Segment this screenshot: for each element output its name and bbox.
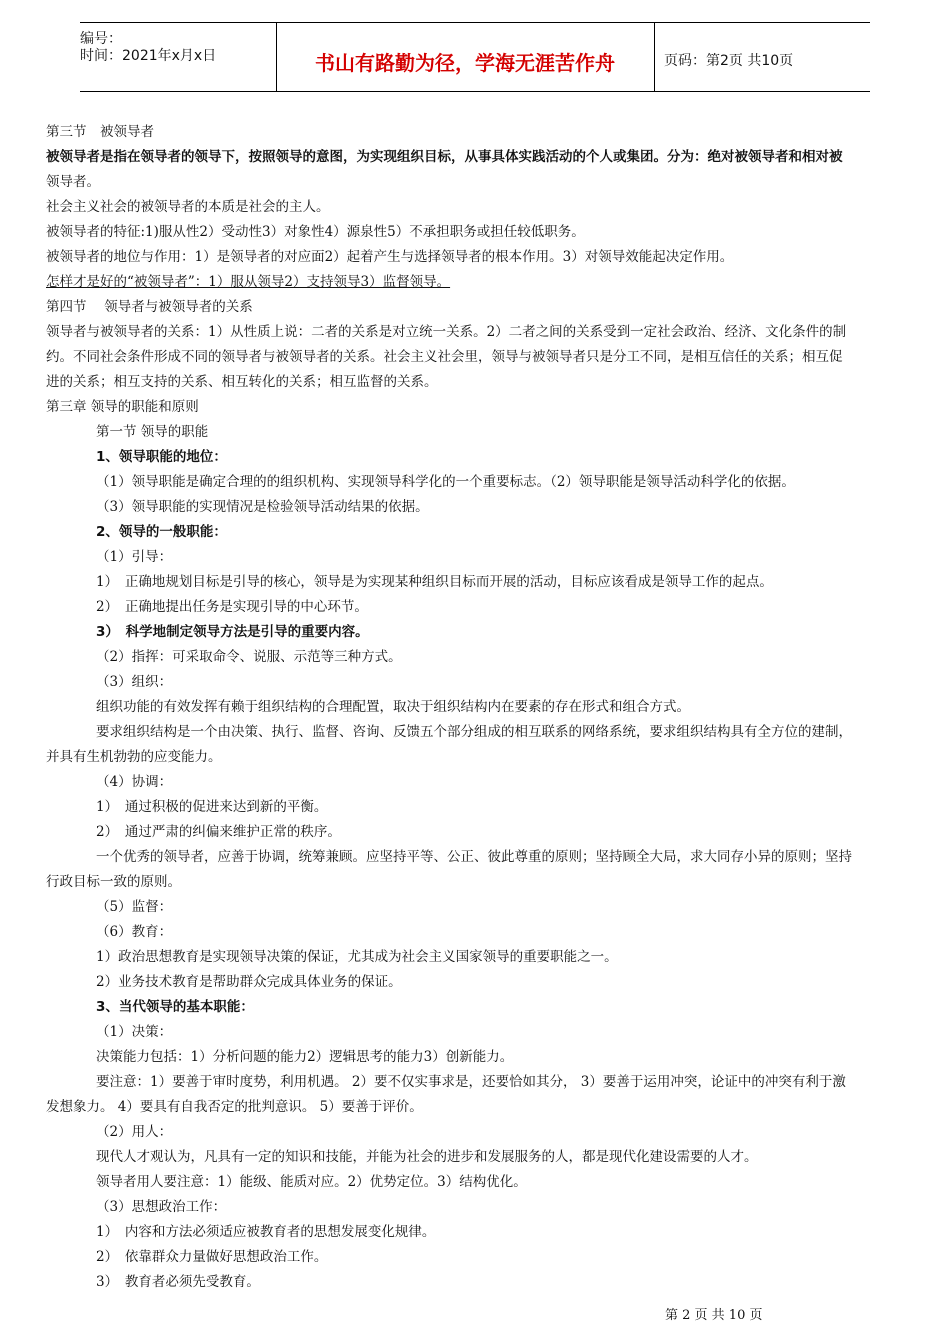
list-item: 1） 正确地规划目标是引导的核心，领导是为实现某种组织目标而开展的活动，目标应该看成是领导工作的起点。 [96, 574, 773, 590]
subsection-heading: 1、领导职能的地位： [96, 449, 227, 465]
paragraph-line: 行政目标一致的原则。 [46, 874, 181, 890]
list-item: 1） 通过积极的促进来达到新的平衡。 [96, 799, 328, 815]
document-time-label: 时间：2021年x月x日 [80, 48, 217, 64]
page-footer: 第 2 页 共 10 页 [665, 1308, 763, 1323]
header-page-cell [654, 23, 870, 91]
paragraph-line: 决策能力包括：1）分析问题的能力2）逻辑思考的能力3）创新能力。 [96, 1049, 514, 1065]
list-item: （2）用人： [96, 1124, 173, 1140]
subsection-heading: 3、当代领导的基本职能： [96, 999, 254, 1015]
paragraph-line: 发想象力。 4）要具有自我否定的批判意识。 5）要善于评价。 [46, 1099, 423, 1115]
header-motto-cell [276, 23, 655, 91]
paragraph-line: 领导者。 [46, 174, 100, 190]
list-item: 2） 通过严肃的纠偏来维护正常的秩序。 [96, 824, 341, 840]
paragraph-line: 社会主义社会的被领导者的本质是社会的主人。 [46, 199, 330, 215]
list-item: （3）组织： [96, 674, 173, 690]
list-item: （6）教育： [96, 924, 173, 940]
list-item: （1）决策： [96, 1024, 173, 1040]
list-item: 2）业务技术教育是帮助群众完成具体业务的保证。 [96, 974, 402, 990]
list-item: （4）协调： [96, 774, 173, 790]
list-item: （3）思想政治工作： [96, 1199, 227, 1215]
paragraph-line: 领导者与被领导者的关系：1）从性质上说：二者的关系是对立统一关系。2）二者之间的关系受到一定社会政治、经济、文化条件的制 [46, 324, 847, 340]
paragraph-line: 约。不同社会条件形成不同的领导者与被领导者的关系。社会主义社会里，领导与被领导者只是分工不同，是相互信任的关系；相互促 [46, 349, 843, 365]
header-page-label: 页码：第2页 共10页 [664, 53, 794, 69]
list-item: 3） 教育者必须先受教育。 [96, 1274, 260, 1290]
paragraph-line: 要注意：1）要善于审时度势，利用机遇。 2）要不仅实事求是，还要恰如其分， 3）要善于运用冲突，论证中的冲突有利于激 [96, 1074, 846, 1090]
list-item: 1） 内容和方法必须适应被教育者的思想发展变化规律。 [96, 1224, 436, 1240]
paragraph-line: 要求组织结构是一个由决策、执行、监督、咨询、反馈五个部分组成的相互联系的网络系统，要求组织结构具有全方位的建制， [96, 724, 852, 740]
section-heading: 第一节 领导的职能 [96, 424, 209, 440]
header-meta-cell [80, 23, 277, 91]
header-motto: 书山有路勤为径，学海无涯苦作舟 [315, 51, 615, 75]
paragraph-line: （3）领导职能的实现情况是检验领导活动结果的依据。 [96, 499, 429, 515]
paragraph-line: 现代人才观认为，凡具有一定的知识和技能，并能为社会的进步和发展服务的人，都是现代化建设需要的人才。 [96, 1149, 758, 1165]
list-item: （1）引导： [96, 549, 173, 565]
section-heading: 第三节 被领导者 [46, 124, 154, 140]
paragraph-line: 一个优秀的领导者，应善于协调，统筹兼顾。应坚持平等、公正、彼此尊重的原则；坚持顾全大局，求大同存小异的原则；坚持 [96, 849, 852, 865]
list-item: （5）监督： [96, 899, 173, 915]
list-item: （2）指挥：可采取命令、说服、示范等三种方式。 [96, 649, 402, 665]
paragraph-line: 组织功能的有效发挥有赖于组织结构的合理配置，取决于组织结构内在要素的存在形式和组合方式。 [96, 699, 690, 715]
page-header [80, 22, 870, 92]
list-item: 2） 正确地提出任务是实现引导的中心环节。 [96, 599, 368, 615]
paragraph-line: 领导者用人要注意：1）能级、能质对应。2）优势定位。3）结构优化。 [96, 1174, 527, 1190]
paragraph-line: 怎样才是好的“被领导者”：1）服从领导2）支持领导3）监督领导。 [46, 274, 451, 290]
section-heading: 第四节 领导者与被领导者的关系 [46, 299, 253, 315]
paragraph-line: 进的关系；相互支持的关系、相互转化的关系；相互监督的关系。 [46, 374, 438, 390]
subsection-heading: 2、领导的一般职能： [96, 524, 227, 540]
chapter-heading: 第三章 领导的职能和原则 [46, 399, 199, 415]
document-number-label: 编号： [80, 31, 122, 47]
paragraph-line: 被领导者是指在领导者的领导下，按照领导的意图，为实现组织目标，从事具体实践活动的个人或集团。分为：绝对被领导者和相对被 [46, 149, 843, 165]
paragraph-line: （1）领导职能是确定合理的的组织机构、实现领导科学化的一个重要标志。（2）领导职能是领导活动科学化的依据。 [96, 474, 795, 490]
paragraph-line: 被领导者的地位与作用：1）是领导者的对应面2）起着产生与选择领导者的根本作用。3）对领导效能起决定作用。 [46, 249, 734, 265]
paragraph-line: 并具有生机勃勃的应变能力。 [46, 749, 222, 765]
list-item: 3） 科学地制定领导方法是引导的重要内容。 [96, 624, 369, 640]
list-item: 2） 依靠群众力量做好思想政治工作。 [96, 1249, 328, 1265]
list-item: 1）政治思想教育是实现领导决策的保证，尤其成为社会主义国家领导的重要职能之一。 [96, 949, 618, 965]
paragraph-line: 被领导者的特征:1)服从性2）受动性3）对象性4）源泉性5）不承担职务或担任较低职务。 [46, 224, 585, 240]
